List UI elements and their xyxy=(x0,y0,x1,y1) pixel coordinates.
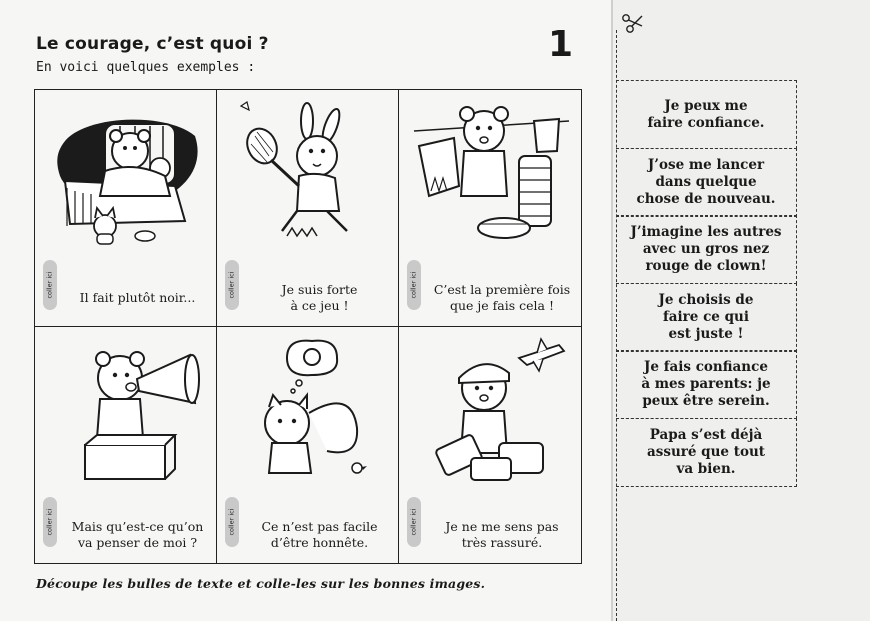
cutout-label[interactable]: Papa s’est déjà assuré que tout va bien. xyxy=(616,418,797,487)
panel-caption: Ce n’est pas facile d’être honnête. xyxy=(261,518,378,550)
bear-laundry-illustration xyxy=(409,96,569,246)
page-fold xyxy=(611,0,613,621)
bear-in-bed-illustration xyxy=(45,96,205,246)
bear-megaphone-illustration xyxy=(45,333,205,483)
panel-4 xyxy=(35,327,217,564)
instruction-text: Découpe les bulles de texte et colle-les sur les bonnes images. xyxy=(36,576,486,591)
cutout-label[interactable]: Je choisis de faire ce qui est juste ! xyxy=(616,283,797,352)
panel-6 xyxy=(399,327,581,564)
panel-caption: C’est la première fois que je fais cela ! xyxy=(433,282,571,313)
panel-1 xyxy=(35,90,217,327)
page-subtitle: En voici quelques exemples : xyxy=(36,60,256,75)
panel-caption: Je ne me sens pas très rassuré. xyxy=(445,518,559,550)
paste-here-label: coller ici xyxy=(407,260,421,310)
cutout-label[interactable]: Je peux me faire confiance. xyxy=(616,80,797,149)
paste-here-label: coller ici xyxy=(225,497,239,547)
squirrel-ring-illustration xyxy=(227,333,387,483)
panel-2 xyxy=(217,90,399,327)
panel-caption: Je suis forte à ce jeu ! xyxy=(281,282,358,313)
scissors-icon xyxy=(620,10,646,36)
bunny-tennis-illustration xyxy=(227,96,387,246)
page-number: 1 xyxy=(548,24,574,65)
cutout-label[interactable]: Je fais confiance à mes parents: je peux être serein. xyxy=(616,350,797,419)
paste-here-label: coller ici xyxy=(225,260,239,310)
paste-here-label: coller ici xyxy=(43,260,57,310)
panel-grid xyxy=(34,89,582,564)
panel-5 xyxy=(217,327,399,564)
bear-suitcases-illustration xyxy=(409,333,569,483)
cutout-labels xyxy=(616,80,797,487)
panel-3 xyxy=(399,90,581,327)
cutout-label[interactable]: J’imagine les autres avec un gros nez rouge de clown! xyxy=(616,215,797,284)
paste-here-label: coller ici xyxy=(43,497,57,547)
cutout-label[interactable]: J’ose me lancer dans quelque chose de nouveau. xyxy=(616,148,797,217)
paste-here-label: coller ici xyxy=(407,497,421,547)
panel-caption: Mais qu’est-ce qu’on va penser de moi ? xyxy=(71,518,204,550)
page-title: Le courage, c’est quoi ? xyxy=(36,34,269,54)
panel-caption: Il fait plutôt noir... xyxy=(79,290,196,305)
